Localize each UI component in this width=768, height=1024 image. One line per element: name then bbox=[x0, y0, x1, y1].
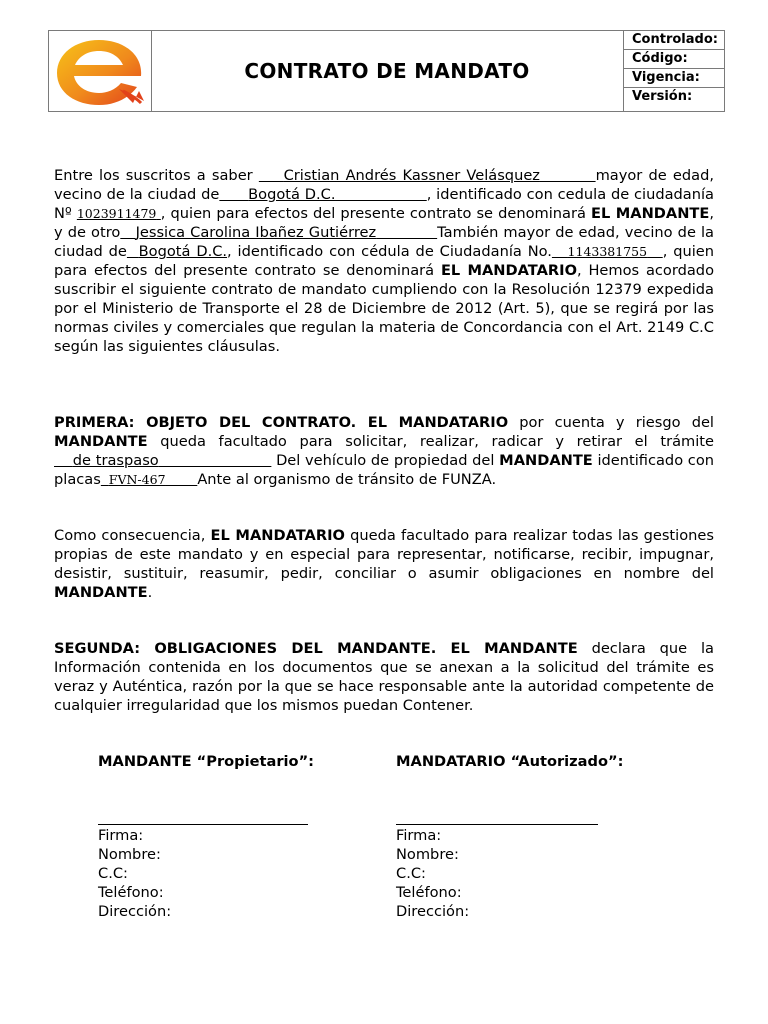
clause-text: identificado con placas bbox=[54, 452, 715, 488]
field-direccion: Dirección: bbox=[396, 903, 470, 920]
mandante-term: MANDANTE bbox=[54, 584, 148, 601]
clause-heading: SEGUNDA: OBLIGACIONES DEL MANDANTE. EL MANDANTE bbox=[54, 640, 578, 657]
control-box bbox=[623, 31, 725, 111]
intro-text: , identificado con cedula de ciudadanía Nº bbox=[54, 186, 714, 222]
field-direccion: Dirección: bbox=[98, 903, 172, 920]
consecuencia-paragraph bbox=[54, 526, 714, 602]
mandatario-signature-fields bbox=[396, 826, 469, 921]
field-firma: Firma: bbox=[396, 827, 442, 844]
document-title: CONTRATO DE MANDATO bbox=[244, 59, 530, 83]
field-firma: Firma: bbox=[98, 827, 144, 844]
clause-text: declara que la Información contenida en los documentos que se anexan a la solicitud del trámite es veraz y Auténtica, razón por la que se hace responsable ante la autoridad competente de cualquier irregularidad que los mismos puedan Contener. bbox=[54, 640, 714, 714]
mandante-signature-fields bbox=[98, 826, 171, 921]
meta-version: Versión: bbox=[632, 89, 693, 104]
field-nombre: Nombre: bbox=[98, 846, 161, 863]
placa-field: FVN-467 bbox=[108, 472, 166, 487]
clause-heading: PRIMERA: OBJETO DEL CONTRATO. EL MANDATARIO bbox=[54, 414, 509, 431]
paragraph-text: Como consecuencia, bbox=[54, 527, 211, 544]
company-logo bbox=[49, 31, 151, 111]
intro-text: , quien para efectos del presente contrato se denominará bbox=[54, 243, 715, 279]
mandante-term: MANDANTE bbox=[54, 433, 148, 450]
field-cc: C.C: bbox=[98, 865, 128, 882]
mandante-signature-title: MANDANTE “Propietario”: bbox=[98, 753, 314, 770]
intro-text: También mayor de edad, vecino de la ciudad de bbox=[54, 224, 715, 260]
intro-text: Entre los suscritos a saber bbox=[54, 167, 259, 184]
mandatario-signature-line bbox=[396, 824, 598, 825]
field-telefono: Teléfono: bbox=[98, 884, 164, 901]
mandante-name-field: Cristian Andrés Kassner Velásquez bbox=[283, 167, 540, 184]
mandante-signature-line bbox=[98, 824, 308, 825]
cc-field: 1143381755 bbox=[567, 244, 648, 259]
paragraph-text: . bbox=[147, 584, 153, 601]
tramite-field: de traspaso bbox=[72, 452, 159, 469]
mandatario-signature-title: MANDATARIO “Autorizado”: bbox=[396, 753, 624, 770]
intro-paragraph bbox=[54, 166, 714, 356]
field-telefono: Teléfono: bbox=[396, 884, 462, 901]
document-header bbox=[48, 30, 725, 112]
clause-text: queda facultado para solicitar, realizar, radicar y retirar el trámite bbox=[147, 433, 714, 450]
clause-text: por cuenta y riesgo del bbox=[508, 414, 714, 431]
meta-codigo: Código: bbox=[623, 50, 725, 69]
intro-text: , y de otro bbox=[54, 205, 714, 241]
clause-text: Del vehículo de propiedad del bbox=[271, 452, 500, 469]
mandatario-name-field: Jessica Carolina Ibañez Gutiérrez bbox=[135, 224, 377, 241]
logo-cell bbox=[49, 31, 152, 111]
meta-vigencia: Vigencia: bbox=[623, 69, 725, 88]
city-field: Bogotá D.C. bbox=[248, 186, 336, 203]
intro-text: , Hemos acordado suscribir el siguiente contrato de mandato cumpliendo con la Resolución 12379 expedida por el Ministerio de Transporte el 28 de Diciembre de 2012 (Art. 5), que se regirá por las normas civiles y comerciales que regulan la materia de Concordancia con el Art. 2149 C.C según las siguientes cláusulas. bbox=[54, 262, 715, 355]
intro-text: mayor de edad, vecino de la ciudad de bbox=[54, 167, 714, 203]
clause-text: Ante al organismo de tránsito de FUNZA. bbox=[197, 471, 497, 488]
mandante-term: MANDANTE bbox=[499, 452, 593, 469]
intro-text: , identificado con cédula de Ciudadanía No. bbox=[227, 243, 552, 260]
intro-text: , quien para efectos del presente contrato se denominará bbox=[160, 205, 591, 222]
city-field: Bogotá D.C. bbox=[138, 243, 228, 260]
el-mandatario-term: EL MANDATARIO bbox=[440, 262, 577, 279]
el-mandante-term: EL MANDANTE bbox=[591, 205, 710, 222]
cc-field: 1023911479 bbox=[76, 206, 157, 221]
field-cc: C.C: bbox=[396, 865, 426, 882]
paragraph-text: queda facultado para realizar todas las gestiones propias de este mandato y en especial para representar, notificarse, recibir, impugnar, desistir, sustituir, reasumir, pedir, conciliar o asumir obligaciones en nombre del bbox=[54, 527, 714, 582]
field-nombre: Nombre: bbox=[396, 846, 459, 863]
title-cell bbox=[151, 31, 624, 111]
meta-controlado: Controlado: bbox=[623, 31, 725, 50]
primera-clause bbox=[54, 413, 714, 489]
el-mandatario-term: EL MANDATARIO bbox=[210, 527, 345, 544]
segunda-clause bbox=[54, 639, 714, 715]
